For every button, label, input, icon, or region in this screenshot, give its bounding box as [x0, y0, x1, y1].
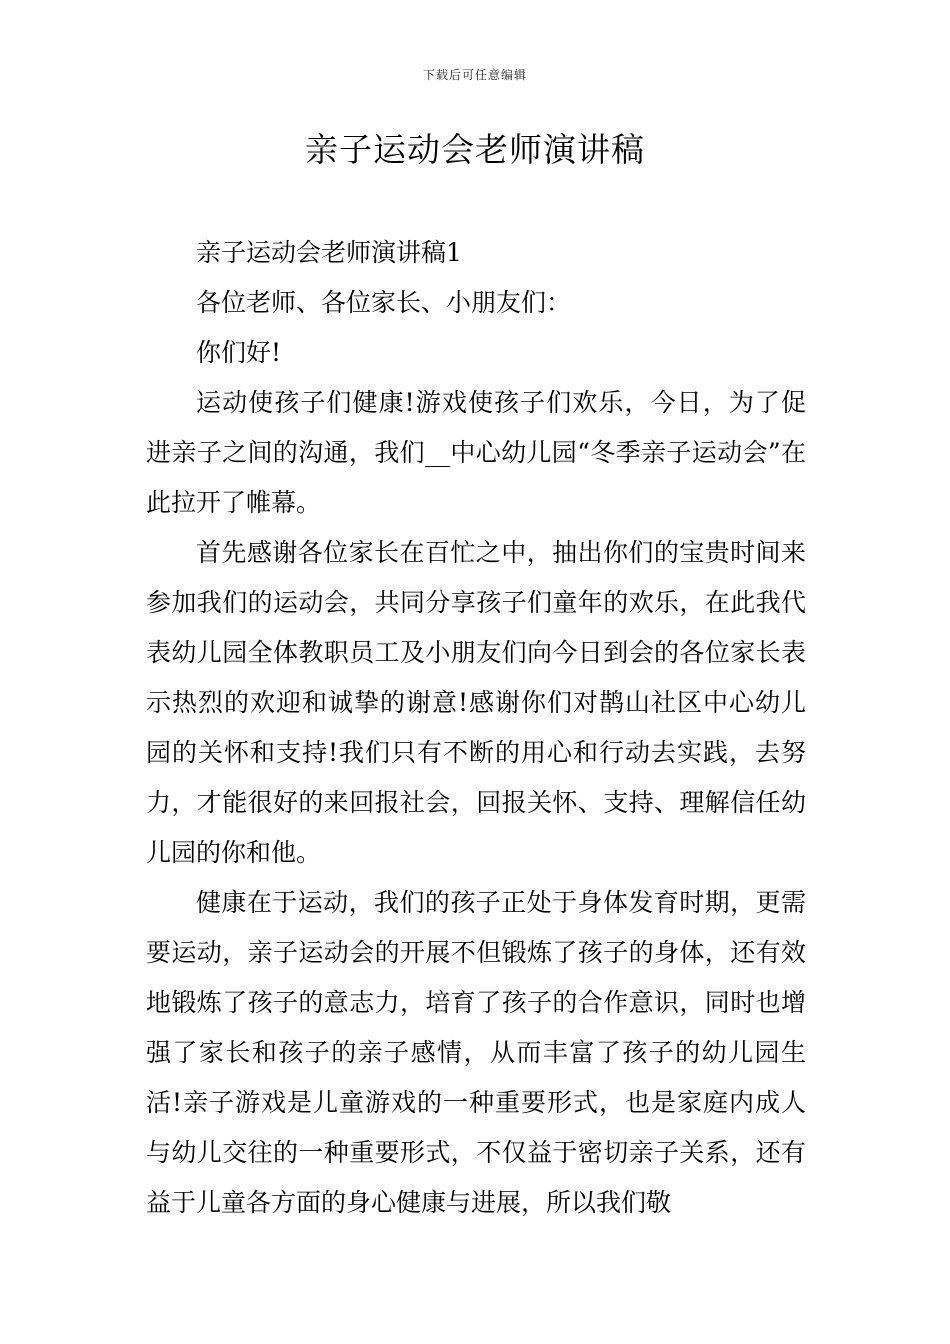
paragraph-thanks: 首先感谢各位家长在百忙之中，抽出你们的宝贵时间来参加我们的运动会，共同分享孩子们童年的欢乐，在此我代表幼儿园全体教职员工及小朋友们向今日到会的各位家长表示热烈的欢迎和诚挚的谢意!感谢你们对鹊山社区中心幼儿园的关怀和支持!我们只有不断的用心和行动去实践，去努力，才能很好的来回报社会，回报关怀、支持、理解信任幼儿园的你和他。: [146, 538, 806, 867]
paragraph-speech-heading: 亲子运动会老师演讲稿1: [196, 238, 462, 267]
paragraph-health: 健康在于运动，我们的孩子正处于身体发育时期，更需要运动，亲子运动会的开展不但锻炼了孩子的身体，还有效地锻炼了孩子的意志力，培育了孩子的合作意识，同时也增强了家长和孩子的亲子感情，从而丰富了孩子的幼儿园生活!亲子游戏是儿童游戏的一种重要形式，也是家庭内成人与幼儿交往的一种重要形式，不仅益于密切亲子关系，还有益于儿童各方面的身心健康与进展，所以我们敬: [146, 888, 806, 1217]
paragraph-salutation: 各位老师、各位家长、小朋友们：: [196, 288, 572, 317]
page-header-note: 下载后可任意编辑: [422, 68, 527, 82]
paragraph-opening: 运动使孩子们健康!游戏使孩子们欢乐，今日，为了促进亲子之间的沟通，我们__中心幼儿园“冬季亲子运动会”在此拉开了帷幕。: [146, 388, 806, 517]
document-title: 亲子运动会老师演讲稿: [305, 130, 645, 169]
document-body: [146, 228, 806, 1228]
paragraph-greeting: 你们好!: [196, 338, 282, 367]
